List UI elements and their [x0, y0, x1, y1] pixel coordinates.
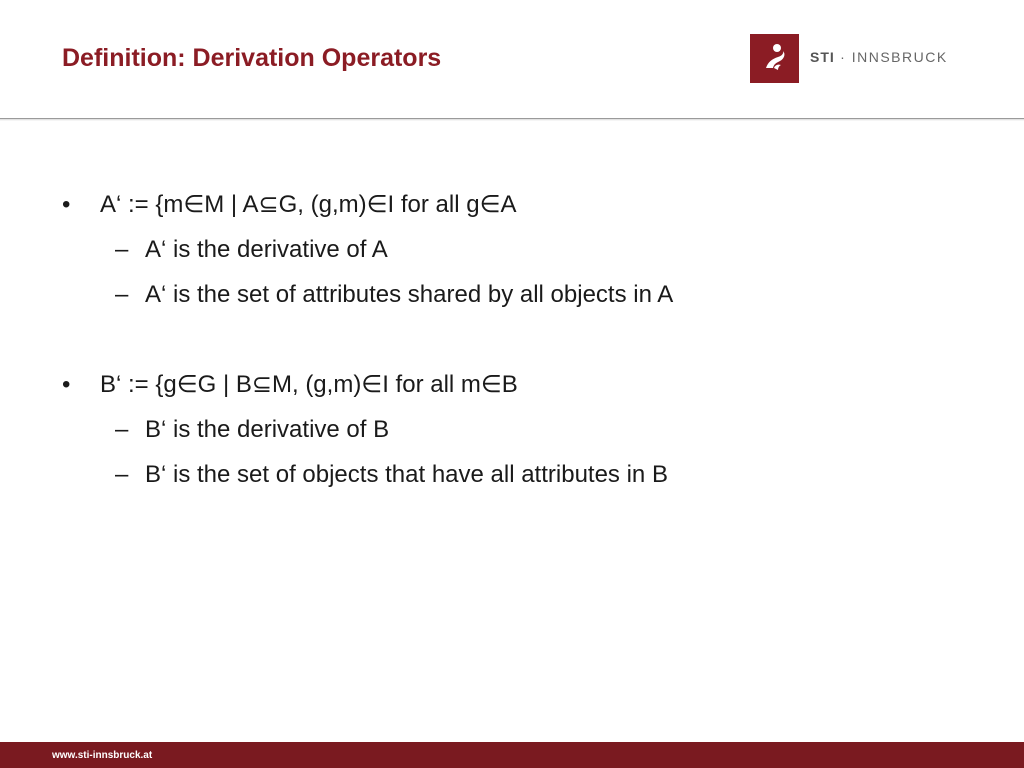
logo-text — [810, 49, 948, 65]
sub-bullet-marker: – — [115, 236, 129, 263]
bullet-text: A‘ := {m∈M | A⊆G, (g,m)∈I for all g∈A — [100, 191, 517, 218]
bullet-marker: • — [62, 191, 71, 218]
sub-bullet-text: A‘ is the set of attributes shared by all objects in A — [145, 281, 674, 308]
footer-url: www.sti-innsbruck.at — [52, 750, 153, 761]
logo-place: INNSBRUCK — [851, 49, 948, 65]
logo-icon — [750, 34, 799, 83]
sub-bullet-text: B‘ is the derivative of B — [145, 416, 390, 443]
logo-separator: · — [834, 49, 852, 65]
sub-bullet-marker: – — [115, 281, 129, 308]
sub-bullet-text: A‘ is the derivative of A — [145, 236, 388, 263]
sub-bullet-marker: – — [115, 416, 129, 443]
logo-brand: STI — [810, 49, 835, 65]
bullet-marker: • — [62, 371, 71, 398]
bullet-text: B‘ := {g∈G | B⊆M, (g,m)∈I for all m∈B — [100, 371, 518, 398]
sub-bullet-text: B‘ is the set of objects that have all attributes in B — [145, 461, 668, 488]
slide-title: Definition: Derivation Operators — [62, 44, 442, 72]
sub-bullet-marker: – — [115, 461, 129, 488]
footer-bar — [0, 742, 1024, 768]
title-rule-shadow — [0, 119, 1024, 121]
sti-logo — [750, 34, 970, 84]
